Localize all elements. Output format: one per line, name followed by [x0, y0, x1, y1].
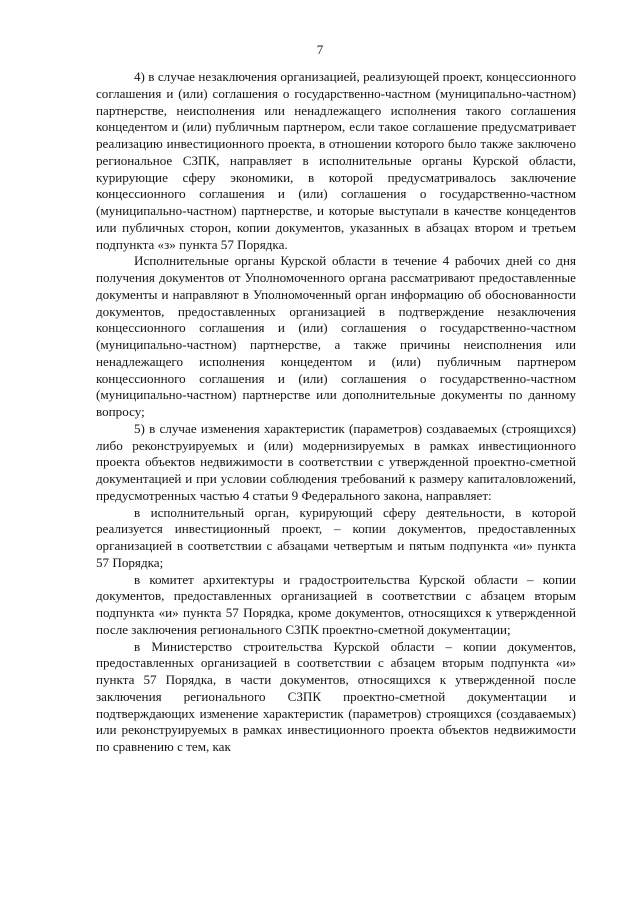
paragraph-item-5: 5) в случае изменения характеристик (параметров) создаваемых (строящихся) либо реконструируемых и (или) модернизируемых в рамках инвестиционного проекта объектов недвижимости в соответствии с утвержденной проектно-сметной документацией и при условии соблюдения требований к размеру капиталовложений, предусмотренных частью 4 статьи 9 Федерального закона, направляет: — [96, 420, 576, 503]
page-number: 7 — [316, 42, 324, 57]
paragraph-item-4: 4) в случае незаключения организацией, реализующей проект, концессионного соглашения и (или) соглашения о государственно-частном (муниципально-частном) партнерстве, неисполнения или ненадлежащего исполнения такого соглашения концедентом и (или) публичным партнером, если такое соглашение предусматривает реализацию инвестиционного проекта, в отношении которого было также заключено региональное СЗПК, направляет в исполнительные органы Курской области, курирующие сферу экономики, в которой предусматривалось заключение концессионного соглашения и (или) соглашения о государственно-частном (муниципально-частном) партнерстве, и которые выступали в качестве концедентов или публичных сторон, копии документов, указанных в абзацах втором и третьем подпункта «з» пункта 57 Порядка. — [96, 69, 576, 252]
paragraph-construction-ministry: в Министерство строительства Курской области – копии документов, предоставленных организацией в соответствии с абзацем вторым подпункта «и» пункта 57 Порядка, в части документов, относящихся к утвержденной после заключения регионального СЗПК проектно-сметной документации и подтверждающих изменение характеристик (параметров) строящихся (создаваемых) или реконструируемых в рамках инвестиционного проекта объектов недвижимости по сравнению с тем, как — [96, 638, 576, 754]
paragraph-executive-body: в исполнительный орган, курирующий сферу деятельности, в которой реализуется инвестиционный проект, – копии документов, предоставленных организацией в соответствии с абзацами четвертым и пятым подпункта «и» пункта 57 Порядка; — [96, 504, 576, 570]
document-body — [96, 69, 576, 756]
paragraph-executive-bodies-review: Исполнительные органы Курской области в течение 4 рабочих дней со дня получения документов от Уполномоченного органа рассматривают предоставленные документы и направляют в Уполномоченный орган информацию об обоснованности документов, предоставленных организацией в подтверждение незаключения концессионного соглашения и (или) соглашения о государственно-частном (муниципально-частном) партнерстве, а также причины неисполнения или ненадлежащего исполнения концедентом и (или) публичным партнером концессионного соглашения и (или) соглашения о государственно-частном (муниципально-частном) партнерстве или дополнительные документы по данному вопросу; — [96, 253, 576, 419]
paragraph-architecture-committee: в комитет архитектуры и градостроительства Курской области – копии документов, предоставленных организацией в соответствии с абзацем вторым подпункта «и» пункта 57 Порядка, кроме документов, относящихся к утвержденной после заключения регионального СЗПК проектно-сметной документации; — [96, 571, 576, 637]
